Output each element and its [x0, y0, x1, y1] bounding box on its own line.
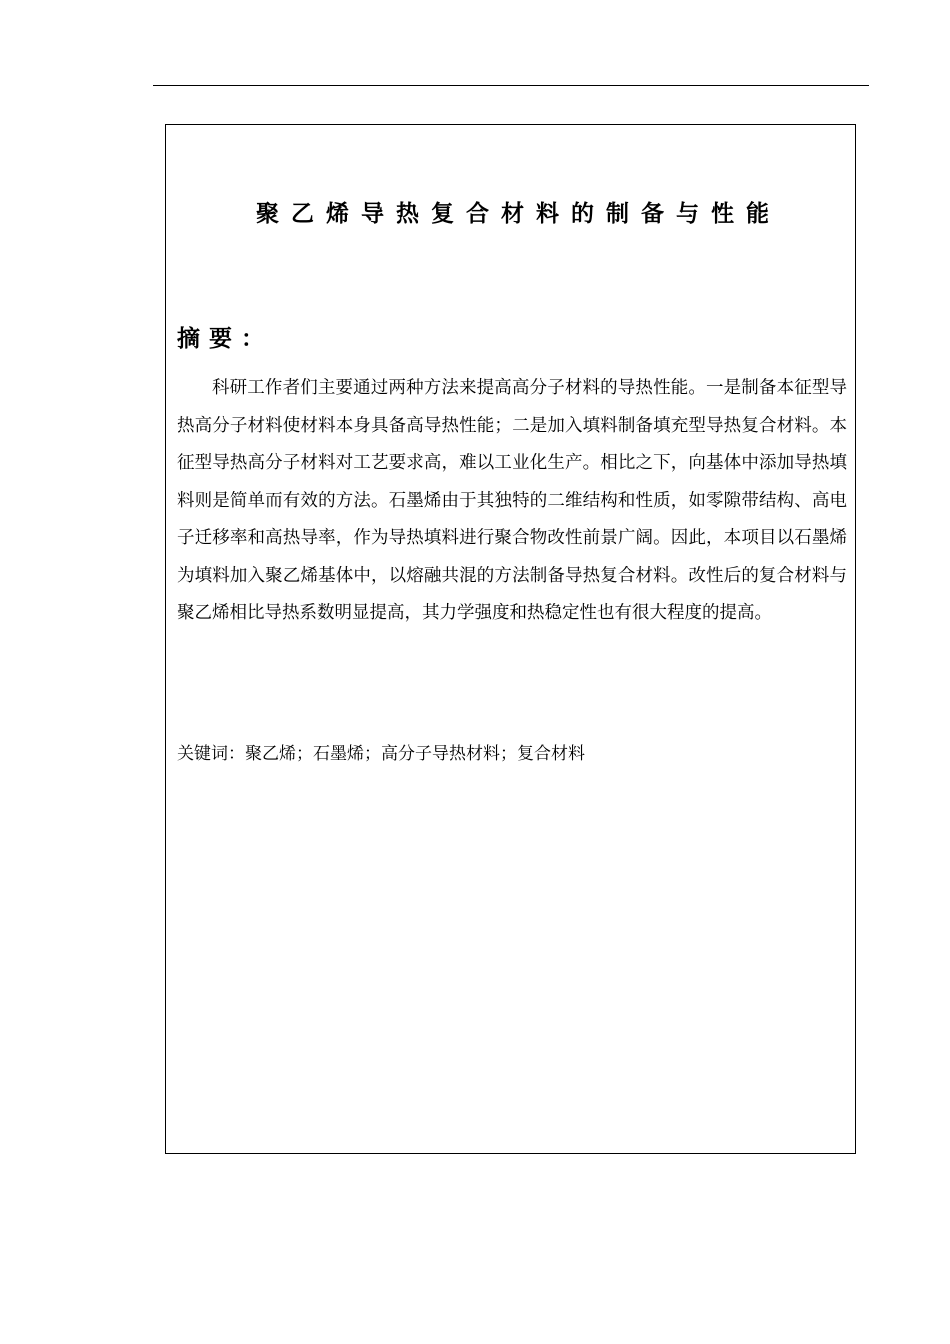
- abstract-frame: [165, 124, 856, 1154]
- document-title: 聚乙烯导热复合材料的制备与性能: [256, 201, 781, 227]
- keywords-line: [177, 739, 585, 769]
- header-rule: [153, 85, 869, 86]
- abstract-body: 科研工作者们主要通过两种方法来提高高分子材料的导热性能。一是制备本征型导热高分子材料使材料本身具备高导热性能；二是加入填料制备填充型导热复合材料。本征型导热高分子材料对工艺要求高，难以工业化生产。相比之下，向基体中添加导热填料则是简单而有效的方法。石墨烯由于其独特的二维结构和性质，如零隙带结构、高电子迁移率和高热导率，作为导热填料进行聚合物改性前景广阔。因此，本项目以石墨烯为填料加入聚乙烯基体中，以熔融共混的方法制备导热复合材料。改性后的复合材料与聚乙烯相比导热系数明显提高，其力学强度和热稳定性也有很大程度的提高。: [177, 378, 847, 623]
- keywords-label: 关键词：: [177, 744, 245, 764]
- keywords-text: 聚乙烯；石墨烯；高分子导热材料；复合材料: [245, 744, 585, 764]
- abstract-heading: 摘要：: [177, 326, 273, 352]
